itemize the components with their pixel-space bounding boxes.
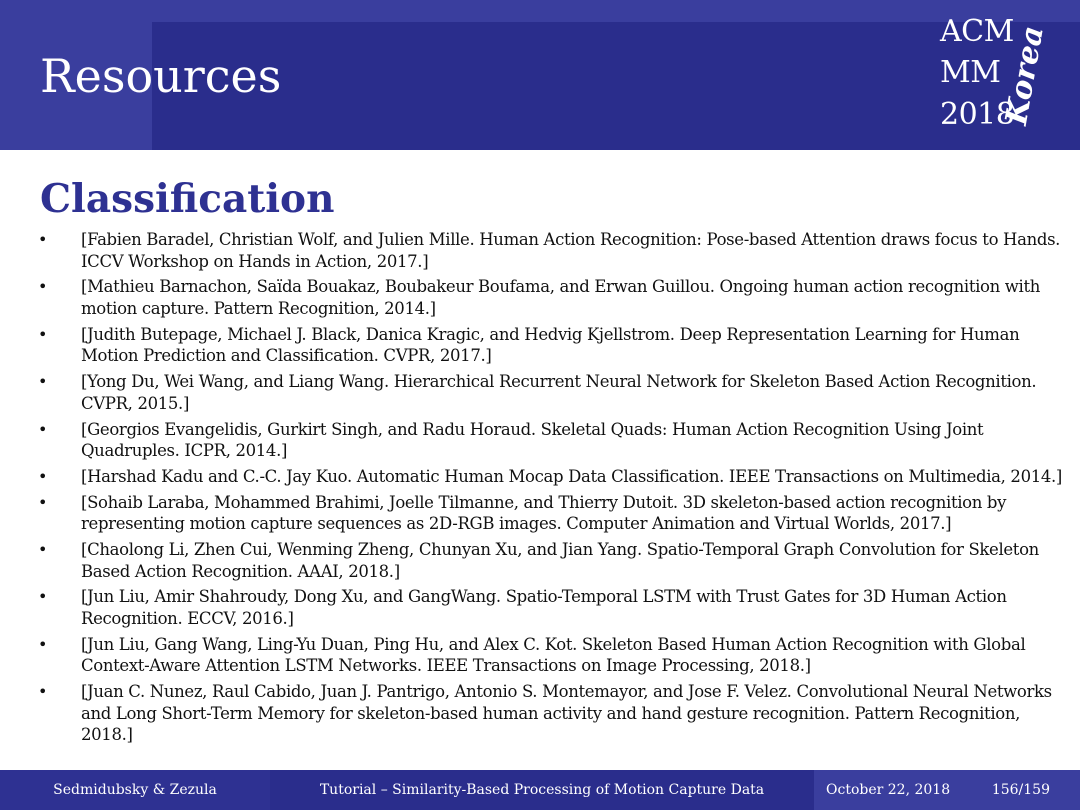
bullet-icon: • <box>38 634 48 654</box>
reference-text: [Juan C. Nunez, Raul Cabido, Juan J. Pantrigo, Antonio S. Montemayor, and Jose F. Velez. Convolutional Neural Networks and Long Short-Term Memory for skeleton-based human activity and hand gesture recognition. Pattern Recognition, 2018.] <box>81 682 1052 745</box>
acm-mm-2018-logo <box>932 14 1072 136</box>
reference-item <box>38 229 1068 272</box>
bullet-icon: • <box>38 466 48 486</box>
bullet-icon: • <box>38 492 48 512</box>
reference-item <box>38 466 1068 488</box>
reference-text: [Mathieu Barnachon, Saïda Bouakaz, Boubakeur Boufama, and Erwan Guillou. Ongoing human action recognition with motion capture. Pattern Recognition, 2014.] <box>81 277 1041 318</box>
logo-line-acm: ACM <box>940 14 1014 49</box>
slide-header <box>0 0 1080 150</box>
footer-date: October 22, 2018 <box>826 782 951 798</box>
footer-authors: Sedmidubsky & Zezula <box>0 770 270 810</box>
logo-line-year: 2018 <box>940 97 1015 132</box>
reference-item <box>38 539 1068 582</box>
bullet-icon: • <box>38 324 48 344</box>
bullet-icon: • <box>38 372 48 392</box>
bullet-icon: • <box>38 587 48 607</box>
slide-footer <box>0 770 1080 810</box>
reference-text: [Jun Liu, Gang Wang, Ling-Yu Duan, Ping Hu, and Alex C. Kot. Skeleton Based Human Action Recognition with Global Context-Aware Attention LSTM Networks. IEEE Transactions on Image Processing, 2018.] <box>81 634 1026 676</box>
footer-tutorial-title: Tutorial – Similarity-Based Processing of Motion Capture Data <box>270 770 814 810</box>
reference-item <box>38 276 1068 319</box>
header-top-band <box>0 0 1080 22</box>
footer-date-page <box>814 770 1080 810</box>
reference-text: [Chaolong Li, Zhen Cui, Wenming Zheng, Chunyan Xu, and Jian Yang. Spatio-Temporal Graph Convolution for Skeleton Based Action Recognition. AAAI, 2018.] <box>81 540 1039 581</box>
reference-item <box>38 634 1068 677</box>
bullet-icon: • <box>38 682 48 702</box>
reference-item <box>38 324 1068 367</box>
section-heading: Classification <box>40 176 335 222</box>
reference-text: [Sohaib Laraba, Mohammed Brahimi, Joelle Tilmanne, and Thierry Dutoit. 3D skeleton-based action recognition by representing motion capture sequences as 2D-RGB images. Computer Animation and Virtual Worlds, 2017.] <box>81 492 1007 534</box>
footer-page-number: 156/159 <box>991 782 1050 798</box>
reference-text: [Harshad Kadu and C.-C. Jay Kuo. Automatic Human Mocap Data Classification. IEEE Transactions on Multimedia, 2014.] <box>81 466 1062 486</box>
reference-text: [Georgios Evangelidis, Gurkirt Singh, and Radu Horaud. Skeletal Quads: Human Action Recognition Using Joint Quadruples. ICPR, 2014.] <box>81 419 984 461</box>
reference-list <box>38 229 1068 750</box>
bullet-icon: • <box>38 419 48 439</box>
reference-text: [Fabien Baradel, Christian Wolf, and Julien Mille. Human Action Recognition: Pose-based Attention draws focus to Hands. ICCV Workshop on Hands in Action, 2017.] <box>81 230 1061 271</box>
bullet-icon: • <box>38 230 48 249</box>
bullet-icon: • <box>38 277 48 297</box>
reference-item <box>38 419 1068 462</box>
logo-line-mm: MM <box>940 55 1001 90</box>
bullet-icon: • <box>38 540 48 560</box>
reference-item <box>38 681 1068 746</box>
reference-text: [Jun Liu, Amir Shahroudy, Dong Xu, and GangWang. Spatio-Temporal LSTM with Trust Gates for 3D Human Action Recognition. ECCV, 2016.] <box>81 587 1007 628</box>
logo-korea-script: Korea <box>999 23 1051 128</box>
reference-text: [Judith Butepage, Michael J. Black, Danica Kragic, and Hedvig Kjellstrom. Deep Representation Learning for Human Motion Prediction and Classification. CVPR, 2017.] <box>81 324 1020 366</box>
reference-item <box>38 371 1068 414</box>
slide-title: Resources <box>40 49 282 103</box>
reference-text: [Yong Du, Wei Wang, and Liang Wang. Hierarchical Recurrent Neural Network for Skeleton Based Action Recognition. CVPR, 2015.] <box>81 372 1037 413</box>
reference-item <box>38 492 1068 535</box>
reference-item <box>38 586 1068 629</box>
